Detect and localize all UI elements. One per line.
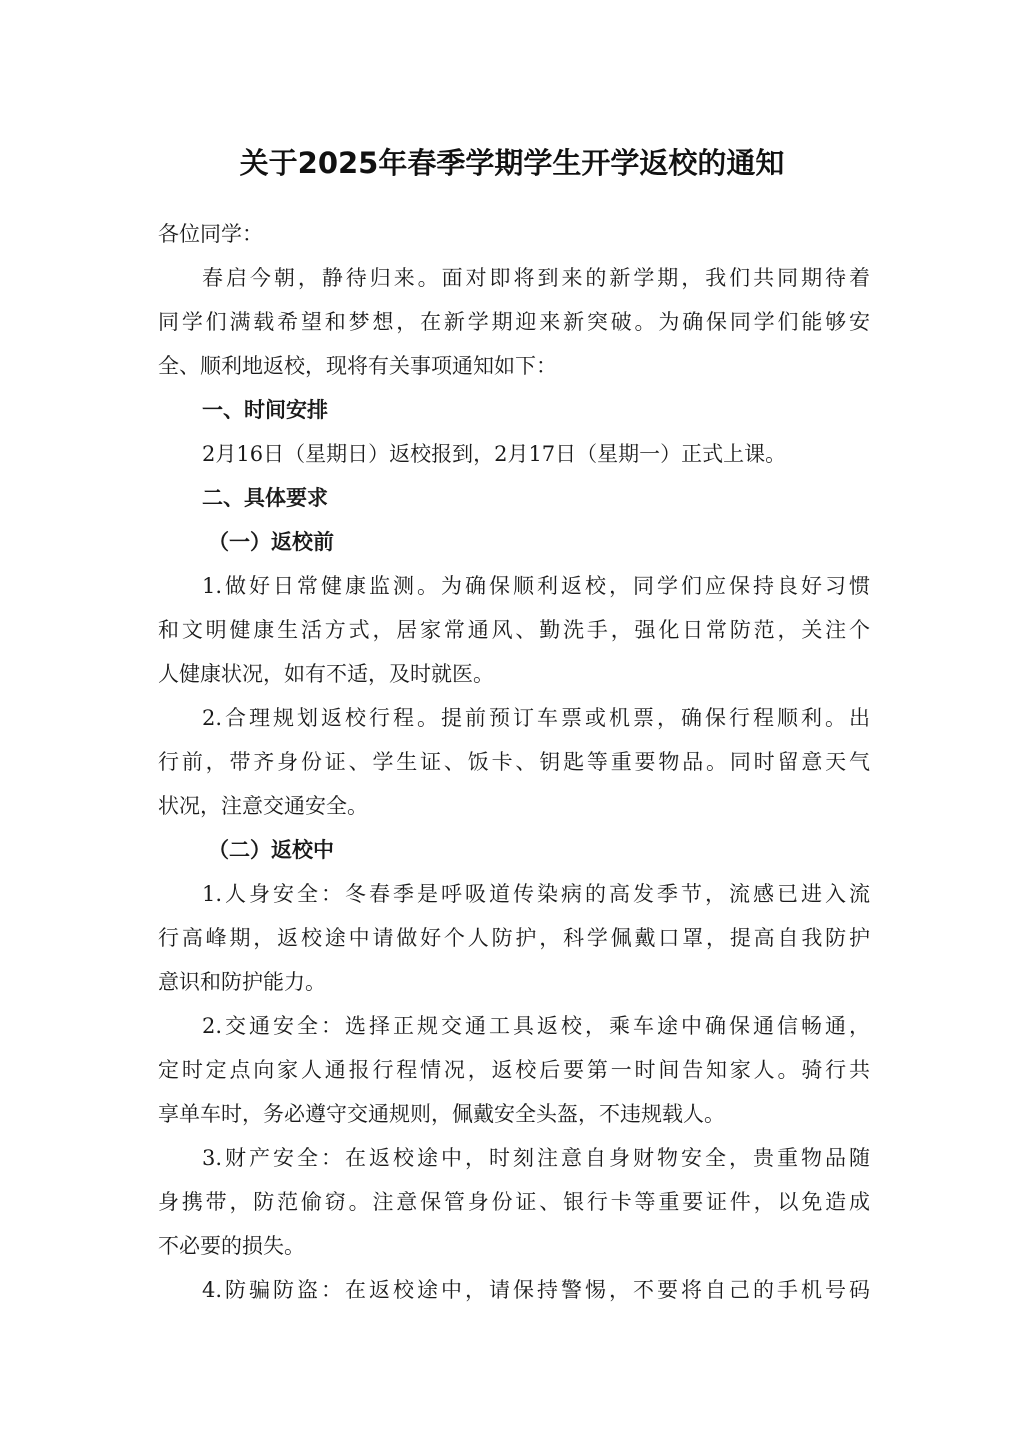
document-title: 关于2025年春季学期学生开学返校的通知 bbox=[239, 146, 785, 180]
sub1-item1-line-3: 人健康状况，如有不适，及时就医。 bbox=[158, 662, 494, 686]
section1-heading: 一、时间安排 bbox=[202, 398, 328, 422]
intro-line-3: 全、顺利地返校，现将有关事项通知如下： bbox=[158, 354, 557, 378]
sub2-heading: （二）返校中 bbox=[208, 838, 334, 862]
sub2-item1-line-1: 1.人身安全：冬春季是呼吸道传染病的高发季节，流感已进入流 bbox=[202, 882, 870, 906]
sub2-item1-line-2: 行高峰期，返校途中请做好个人防护，科学佩戴口罩，提高自我防护 bbox=[158, 926, 870, 950]
section1-text: 2月16日（星期日）返校报到，2月17日（星期一）正式上课。 bbox=[202, 442, 787, 466]
sub2-item3-line-1: 3.财产安全：在返校途中，时刻注意自身财物安全，贵重物品随 bbox=[202, 1146, 870, 1170]
sub2-item3-line-2: 身携带，防范偷窃。注意保管身份证、银行卡等重要证件，以免造成 bbox=[158, 1190, 870, 1214]
intro-line-2: 同学们满载希望和梦想，在新学期迎来新突破。为确保同学们能够安 bbox=[158, 310, 870, 334]
sub2-item2-line-3: 享单车时，务必遵守交通规则，佩戴安全头盔，不违规载人。 bbox=[158, 1102, 725, 1126]
intro-line-1: 春启今朝，静待归来。面对即将到来的新学期，我们共同期待着 bbox=[202, 266, 870, 290]
sub2-item1-line-3: 意识和防护能力。 bbox=[158, 970, 326, 994]
sub1-item2-line-3: 状况，注意交通安全。 bbox=[158, 794, 368, 818]
sub2-item4-line-1: 4.防骗防盗：在返校途中，请保持警惕，不要将自己的手机号码 bbox=[202, 1278, 870, 1302]
document-body bbox=[158, 212, 870, 1312]
sub1-item1-line-2: 和文明健康生活方式，居家常通风、勤洗手，强化日常防范，关注个 bbox=[158, 618, 870, 642]
sub1-heading: （一）返校前 bbox=[208, 530, 334, 554]
sub1-item2-line-2: 行前，带齐身份证、学生证、饭卡、钥匙等重要物品。同时留意天气 bbox=[158, 750, 870, 774]
section2-heading: 二、具体要求 bbox=[202, 486, 328, 510]
sub1-item1-line-1: 1.做好日常健康监测。为确保顺利返校，同学们应保持良好习惯 bbox=[202, 574, 870, 598]
sub1-item2-line-1: 2.合理规划返校行程。提前预订车票或机票，确保行程顺利。出 bbox=[202, 706, 870, 730]
sub2-item3-line-3: 不必要的损失。 bbox=[158, 1234, 305, 1258]
sub2-item2-line-2: 定时定点向家人通报行程情况，返校后要第一时间告知家人。骑行共 bbox=[158, 1058, 870, 1082]
sub2-item2-line-1: 2.交通安全：选择正规交通工具返校，乘车途中确保通信畅通， bbox=[202, 1014, 870, 1038]
greeting: 各位同学： bbox=[158, 222, 263, 246]
